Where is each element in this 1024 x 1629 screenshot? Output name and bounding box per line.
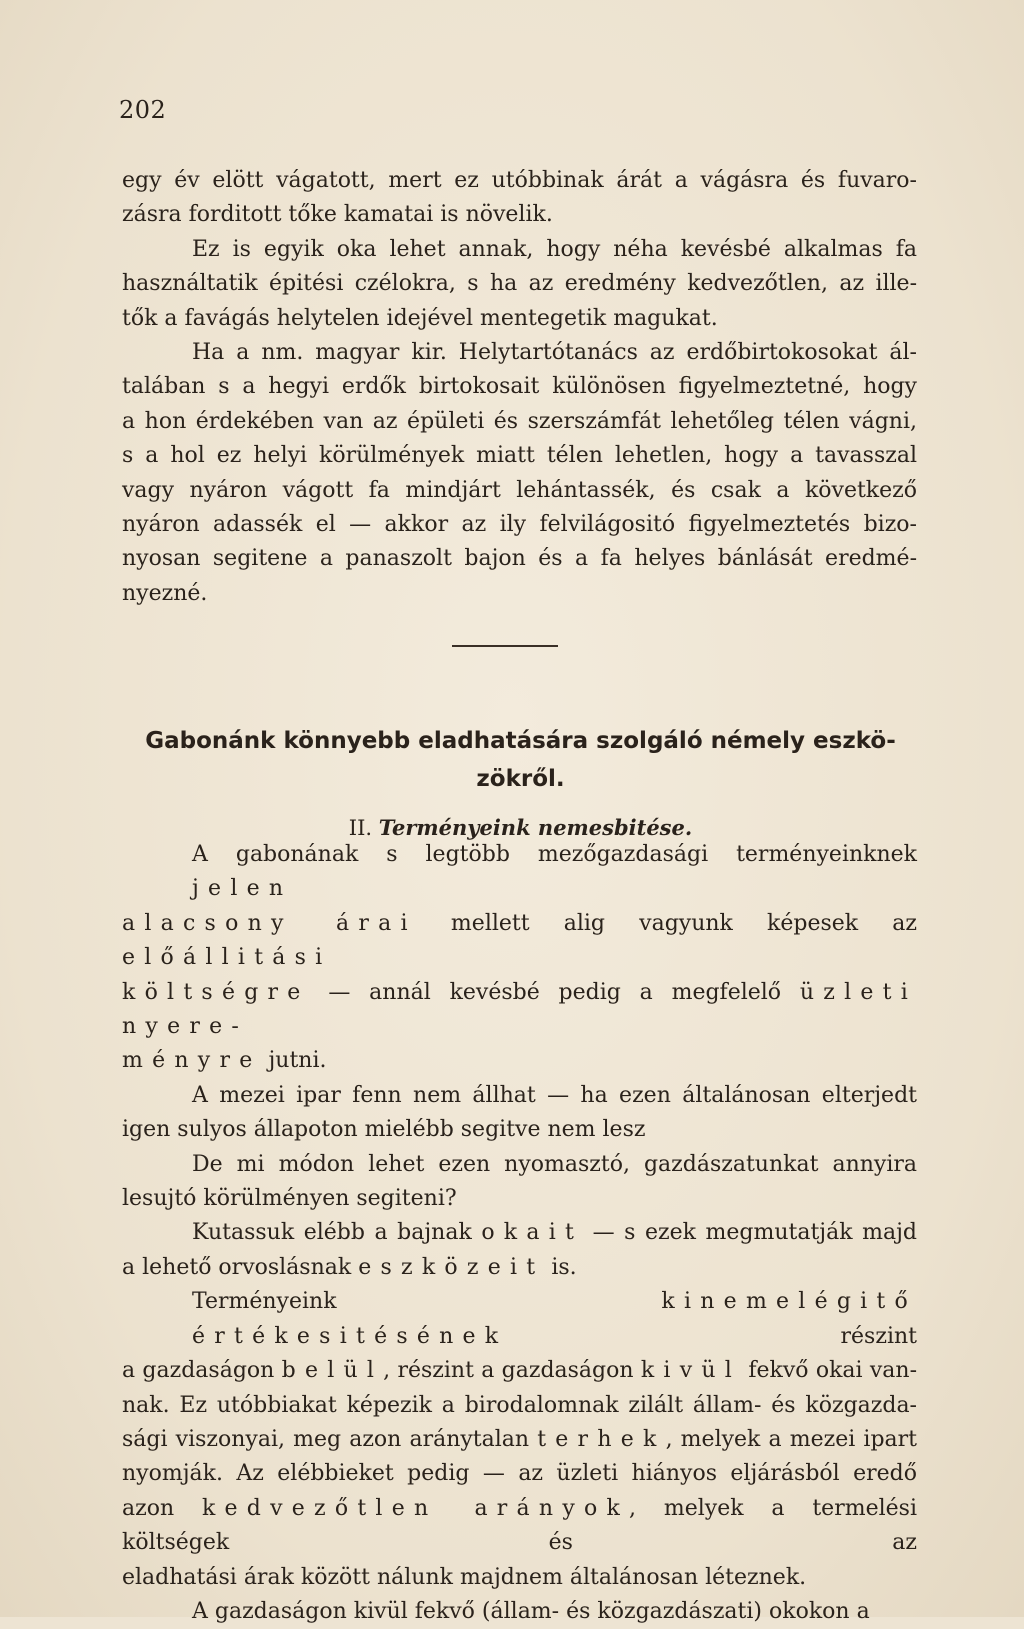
- spaced-text: előállitási: [122, 945, 332, 971]
- text-line: s a hol ez helyi körülmények miatt télen lehetlen, hogy a tavasszal: [122, 443, 917, 469]
- text-line: vagy nyáron vágott fa mindjárt lehántassék, és csak a következő: [122, 477, 917, 503]
- text-line: [122, 1492, 917, 1561]
- text-line: [122, 907, 917, 976]
- spaced-text: jelen: [192, 876, 293, 902]
- spaced-text: terhek: [537, 1426, 666, 1452]
- text-run: — annál kevésbé pedig a megfelelő: [309, 979, 800, 1005]
- text-line: használtatik épitési czélokra, s ha az eredmény kedvezőtlen, az ille-: [122, 271, 917, 297]
- text-run: , melyek a mezei ipart: [665, 1426, 917, 1452]
- section-numeral: II.: [348, 816, 373, 840]
- text-line: [122, 1251, 917, 1285]
- spaced-text: üzleti nyere-: [122, 979, 917, 1040]
- text-line: zásra forditott tőke kamatai is növelik.: [122, 202, 553, 228]
- text-run: sági viszonyai, meg azon aránytalan: [122, 1426, 538, 1452]
- article-subheading: [118, 815, 923, 840]
- text-run: , részint a gazdaságon: [383, 1358, 641, 1384]
- paragraph: [122, 838, 917, 1079]
- text-line: Ez is egyik oka lehet annak, hogy néha kevésbé alkalmas fa: [192, 236, 917, 262]
- text-line: A gazdaságon kivül fekvő (állam- és közgazdászati) okokon a: [192, 1598, 870, 1624]
- section-title: Terményeink nemesbitése.: [378, 815, 693, 840]
- text-line: De mi módon lehet ezen nyomasztó, gazdászatunkat annyira: [192, 1151, 917, 1177]
- spaced-text: költségre: [122, 979, 310, 1005]
- paragraph: [122, 1595, 917, 1629]
- text-run: — s ezek megmutatják majd: [583, 1220, 917, 1246]
- text-line: A mezei ipar fenn nem állhat — ha ezen általánosan elterjedt: [192, 1082, 917, 1108]
- text-line: [122, 1285, 917, 1354]
- heading-line: zökről.: [476, 766, 565, 792]
- section-divider: [452, 645, 558, 647]
- text-line: [122, 1423, 917, 1457]
- text-line: nyezné.: [122, 580, 208, 606]
- text-line: tők a favágás helytelen idejével mentegetik magukat.: [122, 305, 718, 331]
- spaced-text: alacsony árai: [122, 910, 417, 936]
- top-section: [122, 164, 917, 611]
- text-run: mellett alig vagyunk képesek az: [416, 910, 917, 936]
- text-line: Ha a nm. magyar kir. Helytartótanács az erdőbirtokosokat ál-: [192, 340, 917, 366]
- text-line: [122, 1044, 917, 1078]
- text-run: , melyek a termelési költségek és az: [122, 1495, 917, 1556]
- text-run: is.: [544, 1254, 577, 1280]
- text-run: azon: [122, 1495, 202, 1521]
- spaced-text: kinemelégitő értékesitésének: [192, 1289, 917, 1349]
- text-line: [122, 1354, 917, 1388]
- text-run: a gazdaságon: [122, 1358, 282, 1384]
- text-run: Kutassuk elébb a bajnak: [192, 1220, 482, 1246]
- paragraph: [122, 164, 917, 233]
- spaced-text: eszközeit: [358, 1254, 545, 1280]
- paragraph: [122, 1148, 917, 1217]
- heading-line: Gabonánk könnyebb eladhatására szolgáló némely eszkö-: [145, 728, 896, 754]
- text-line: talában s a hegyi erdők birtokosait különösen figyelmeztetné, hogy: [122, 374, 917, 400]
- paragraph: [122, 233, 917, 336]
- spaced-text: okait: [481, 1220, 584, 1246]
- paragraph: [122, 1216, 917, 1285]
- text-line: nak. Ez utóbbiakat képezik a birodalomnak zilált állam- és közgazda-: [122, 1392, 917, 1418]
- text-run: Terményeink: [192, 1289, 662, 1315]
- text-line: eladhatási árak között nálunk majdnem általánosan léteznek.: [122, 1564, 807, 1590]
- text-run: fekvő okai van-: [741, 1358, 918, 1384]
- page-number: 202: [119, 96, 167, 124]
- article-heading: [118, 722, 923, 798]
- paragraph: [122, 1285, 917, 1595]
- text-run: a lehető orvoslásnak: [122, 1254, 359, 1280]
- spaced-text: ményre: [122, 1048, 262, 1074]
- text-line: egy év elött vágatott, mert ez utóbbinak árát a vágásra és fuvaro-: [122, 168, 917, 193]
- text-line: nyosan segitene a panaszolt bajon és a fa helyes bánlását eredmé-: [122, 546, 917, 572]
- text-line: nyomják. Az elébbieket pedig — az üzleti hiányos eljárásból eredő: [122, 1461, 917, 1487]
- text-line: [122, 838, 917, 907]
- spaced-text: kedvezőtlen arányok: [201, 1495, 630, 1521]
- text-line: [122, 1216, 917, 1250]
- text-run: jutni.: [261, 1048, 327, 1074]
- text-line: lesujtó körülményen segiteni?: [122, 1186, 457, 1212]
- text-run: részint: [507, 1323, 917, 1349]
- spaced-text: belül: [281, 1358, 384, 1384]
- text-line: igen sulyos állapoton mielébb segitve nem lesz: [122, 1117, 646, 1143]
- text-run: A gabonának s legtöbb mezőgazdasági terményeinknek: [192, 842, 917, 867]
- text-line: a hon érdekében van az épületi és szerszámfát lehetőleg télen vágni,: [122, 408, 917, 434]
- paragraph: [122, 1079, 917, 1148]
- spaced-text: kivül: [640, 1358, 742, 1384]
- text-line: [122, 976, 917, 1045]
- text-line: nyáron adassék el — akkor az ily felvilágositó figyelmeztetés bizo-: [122, 512, 917, 538]
- paragraph: [122, 336, 917, 611]
- section-two: [122, 838, 917, 1629]
